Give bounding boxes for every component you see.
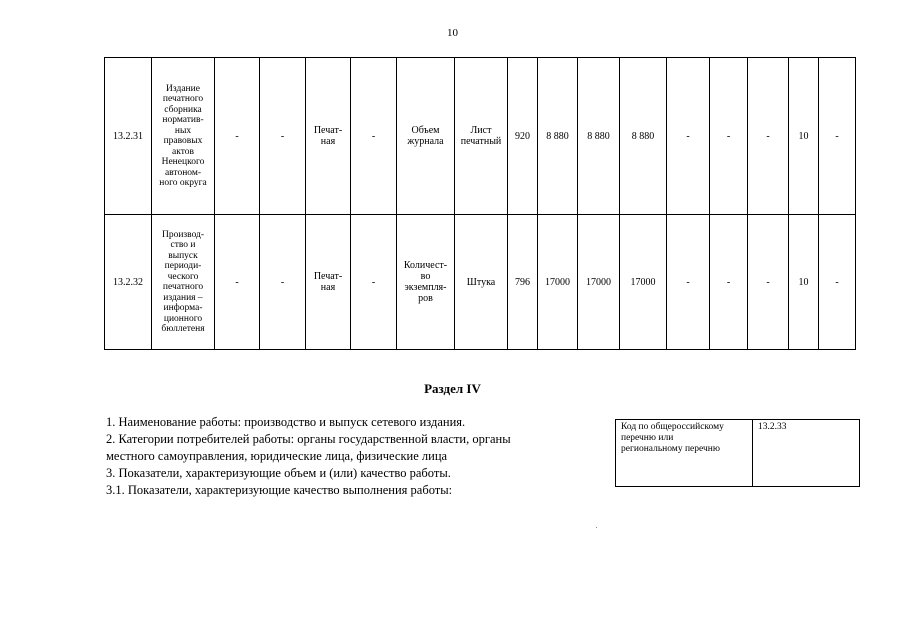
cell-col15: - (748, 215, 789, 350)
cell-value-year2: 8 880 (578, 58, 620, 215)
cell-unit-line: печатный (460, 136, 502, 147)
section-line-5: 3.1. Показатели, характеризующие качество выполнения работы: (106, 483, 453, 497)
scan-speck (596, 527, 597, 528)
cell-indicator-line: Объем (411, 125, 440, 136)
cell-col14: - (710, 58, 748, 215)
cell-col6: - (351, 215, 397, 350)
cell-name-line: ционного (163, 313, 203, 324)
cell-okei-code: 796 (508, 215, 538, 350)
cell-name-line: Ненецкого (161, 157, 205, 167)
cell-col3: - (215, 215, 260, 350)
cell-col3: - (215, 58, 260, 215)
cell-col17: - (819, 58, 856, 215)
page-number: 10 (447, 27, 458, 39)
section-line-1: 1. Наименование работы: производство и выпуск сетевого издания. (106, 415, 466, 429)
section-line-2: 2. Категории потребителей работы: органы государственной власти, органы (106, 432, 511, 446)
cell-name-line: информа- (163, 303, 203, 313)
section-text (106, 414, 596, 499)
cell-value-year3: 8 880 (620, 58, 667, 215)
cell-col4: - (260, 58, 306, 215)
cell-name-line: бюллетеня (161, 324, 205, 334)
cell-name-line: печатного (162, 282, 204, 292)
cell-name-line: автоном- (164, 167, 202, 178)
cell-col13: - (667, 215, 710, 350)
cell-code: 13.2.31 (105, 58, 152, 215)
cell-col15: - (748, 58, 789, 215)
cell-okei-code: 920 (508, 58, 538, 215)
cell-form-line: ная (320, 136, 336, 147)
cell-code: 13.2.32 (105, 215, 152, 350)
table-row (105, 215, 856, 350)
cell-form-line: Печат- (313, 271, 343, 282)
cell-unit-line: Лист (470, 125, 492, 136)
cell-col13: - (667, 58, 710, 215)
cell-name-line: актов (172, 146, 194, 157)
cell-name-line: печатного (162, 94, 204, 104)
cell-deviation: 10 (789, 215, 819, 350)
cell-name-line: Производ- (161, 229, 205, 240)
cell-name-line: сборника (164, 104, 202, 115)
cell-indicator-line: Количест- (403, 260, 448, 271)
cell-value-year1: 8 880 (538, 58, 578, 215)
cell-name-line: правовых (163, 136, 203, 146)
cell-name-line: выпуск (168, 250, 198, 261)
cell-form-line: ная (320, 282, 336, 293)
code-box-label-line: перечню или (621, 433, 674, 443)
cell-indicator-line: ров (418, 293, 433, 304)
cell-col17: - (819, 215, 856, 350)
cell-name-line: ческого (167, 271, 199, 282)
cell-indicator-line: во (420, 271, 431, 282)
cell-form-line: Печат- (313, 125, 343, 136)
cell-unit (455, 215, 508, 350)
code-box-value: 13.2.33 (753, 420, 860, 487)
cell-name (152, 58, 215, 215)
cell-name-line: ного округа (159, 178, 207, 188)
indicators-table (104, 57, 856, 350)
cell-deviation: 10 (789, 58, 819, 215)
cell-value-year3: 17000 (620, 215, 667, 350)
code-box-label-line: Код по общероссийскому (621, 422, 724, 432)
cell-form (306, 58, 351, 215)
cell-name-line: норматив- (162, 115, 204, 125)
section-title: Раздел IV (424, 381, 481, 396)
cell-unit (455, 58, 508, 215)
cell-indicator (397, 58, 455, 215)
cell-name (152, 215, 215, 350)
cell-unit-line: Штука (466, 276, 496, 288)
cell-name-line: ство и (170, 240, 196, 250)
cell-indicator (397, 215, 455, 350)
cell-name-line: ных (174, 125, 192, 136)
cell-value-year1: 17000 (538, 215, 578, 350)
code-box (615, 419, 860, 487)
cell-name-line: издания – (163, 292, 203, 303)
section-line-4: 3. Показатели, характеризующие объем и (или) качество работы. (106, 466, 451, 480)
code-box-label-line: региональному перечню (621, 444, 720, 454)
cell-form (306, 215, 351, 350)
cell-indicator-line: журнала (407, 136, 444, 147)
cell-name-line: Издание (166, 83, 200, 94)
cell-col6: - (351, 58, 397, 215)
cell-indicator-line: экземпля- (404, 282, 447, 293)
cell-col4: - (260, 215, 306, 350)
cell-col14: - (710, 215, 748, 350)
table-row (105, 58, 856, 215)
cell-name-line: периоди- (164, 261, 202, 271)
section-line-3: местного самоуправления, юридические лица, физические лица (106, 449, 448, 463)
cell-value-year2: 17000 (578, 215, 620, 350)
code-box-label (616, 420, 753, 487)
